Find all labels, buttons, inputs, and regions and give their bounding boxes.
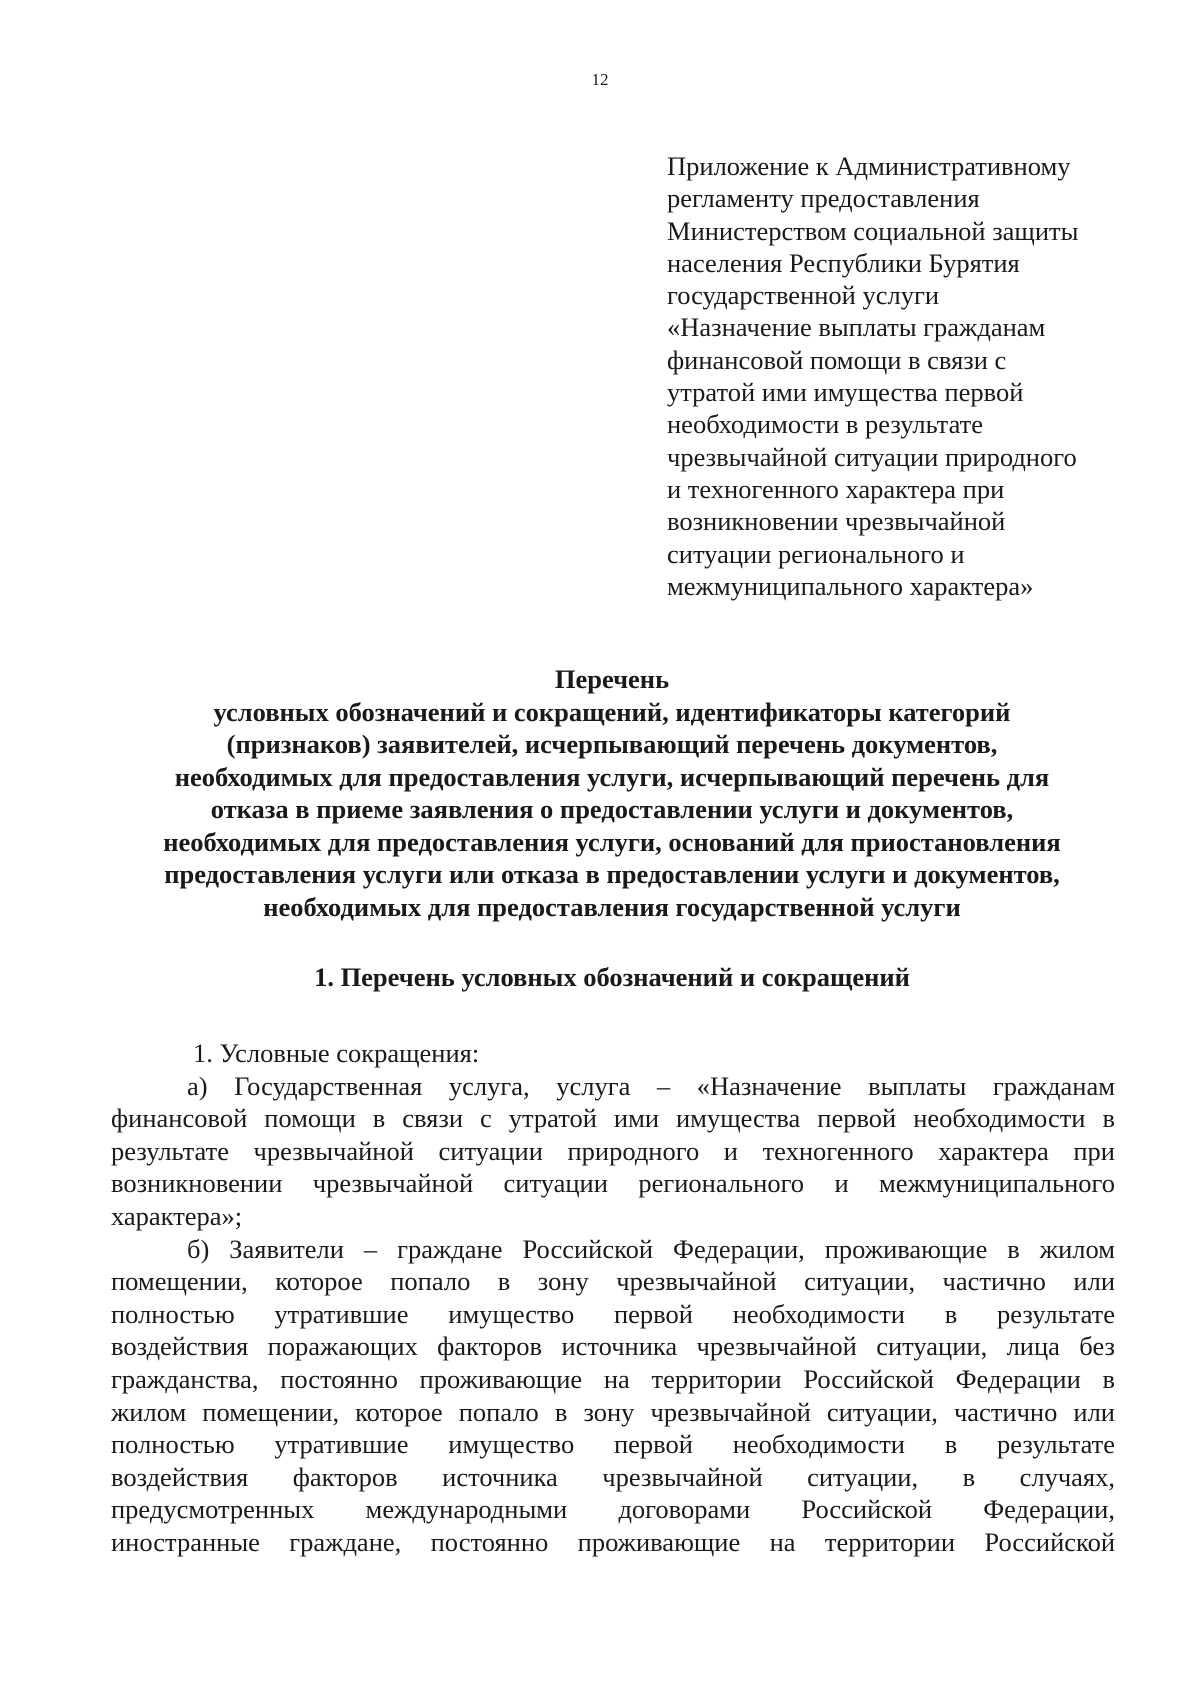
body-line: предусмотренных международными договорами Российской Федерации, [111, 1494, 1115, 1525]
appendix-line: ситуации регионального и [667, 538, 965, 569]
body-line: результате чрезвычайной ситуации природного и техногенного характера при [111, 1135, 1115, 1166]
body-line: воздействия поражающих факторов источника чрезвычайной ситуации, лица без [111, 1331, 1115, 1362]
body-line: характера»; [111, 1200, 243, 1231]
appendix-line: и техногенного характера при [667, 473, 1005, 504]
appendix-line: регламенту предоставления [667, 183, 980, 214]
section-heading: 1. Перечень условных обозначений и сокращений [314, 962, 910, 992]
body-line: иностранные граждане, постоянно проживающие на территории Российской [111, 1526, 1115, 1557]
appendix-line: необходимости в результате [667, 409, 983, 440]
appendix-line: межмуниципального характера» [667, 570, 1034, 601]
title-line: необходимых для предоставления услуги, исчерпывающий перечень для [174, 761, 1050, 792]
title-line: необходимых для предоставления государственной услуги [263, 891, 961, 922]
body-line: б) Заявители – граждане Российской Федерации, проживающие в жилом [187, 1233, 1115, 1264]
body-line: воздействия факторов источника чрезвычайной ситуации, в случаях, [111, 1461, 1115, 1492]
body-line: 1. Условные сокращения: [193, 1038, 480, 1068]
appendix-line: Приложение к Административному [667, 151, 1071, 181]
appendix-line: «Назначение выплаты гражданам [667, 312, 1046, 343]
document-title [100, 663, 1124, 923]
appendix-line: возникновении чрезвычайной [667, 506, 1006, 537]
body-line: полностью утратившие имущество первой необходимости в результате [111, 1429, 1115, 1460]
body-line: гражданства, постоянно проживающие на территории Российской Федерации в [111, 1363, 1115, 1394]
appendix-line: утратой ими имущества первой [667, 377, 1024, 408]
body-line: а) Государственная услуга, услуга – «Назначение выплаты гражданам [187, 1070, 1115, 1101]
title-line: необходимых для предоставления услуги, оснований для приостановления [163, 826, 1061, 857]
appendix-line: государственной услуги [667, 280, 940, 311]
page-number: 12 [591, 70, 609, 89]
body-line: финансовой помощи в связи с утратой ими имущества первой необходимости в [111, 1103, 1115, 1134]
body-line: помещении, которое попало в зону чрезвычайной ситуации, частично или [111, 1266, 1115, 1297]
body-text [111, 1037, 1115, 1559]
body-line: полностью утратившие имущество первой необходимости в результате [111, 1298, 1115, 1329]
appendix-line: Министерством социальной защиты [667, 215, 1079, 246]
appendix-header [667, 150, 1167, 602]
title-line: предоставления услуги или отказа в предоставлении услуги и документов, [164, 859, 1060, 889]
body-line: возникновении чрезвычайной ситуации регионального и межмуниципального [111, 1168, 1115, 1199]
appendix-line: финансовой помощи в связи с [667, 344, 1007, 375]
title-line: (признаков) заявителей, исчерпывающий перечень документов, [226, 729, 998, 759]
body-line: жилом помещении, которое попало в зону чрезвычайной ситуации, частично или [111, 1396, 1115, 1427]
appendix-line: населения Республики Бурятия [667, 247, 1020, 278]
title-line: условных обозначений и сокращений, идентификаторы категорий [213, 696, 1011, 727]
title-line: Перечень [554, 664, 670, 694]
title-line: отказа в приеме заявления о предоставлении услуги и документов, [210, 794, 1014, 824]
appendix-line: чрезвычайной ситуации природного [667, 441, 1077, 472]
